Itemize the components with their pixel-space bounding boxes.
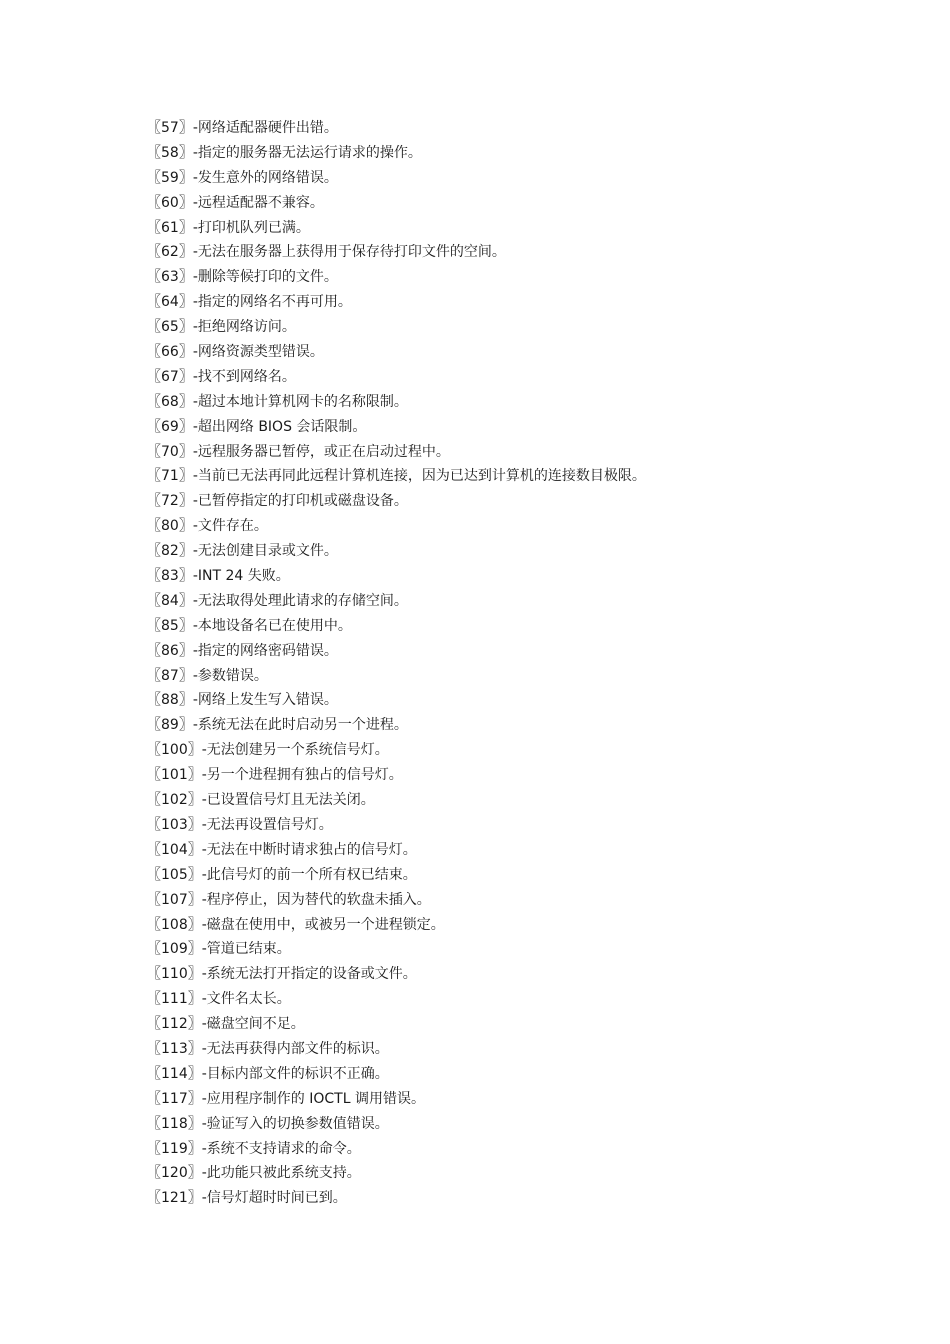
- error-entry: 〖119〗-系统不支持请求的命令。: [147, 1140, 361, 1157]
- error-entry: 〖103〗-无法再设置信号灯。: [147, 816, 333, 833]
- error-entry: 〖112〗-磁盘空间不足。: [147, 1016, 305, 1033]
- error-entry: 〖113〗-无法再获得内部文件的标识。: [147, 1040, 389, 1057]
- error-entry: 〖69〗-超出网络 BIOS 会话限制。: [147, 418, 367, 435]
- error-entry: 〖84〗-无法取得处理此请求的存储空间。: [147, 592, 408, 609]
- error-entry: 〖64〗-指定的网络名不再可用。: [147, 294, 352, 311]
- error-entry: 〖101〗-另一个进程拥有独占的信号灯。: [147, 767, 403, 784]
- error-entry: 〖108〗-磁盘在使用中，或被另一个进程锁定。: [147, 916, 445, 933]
- error-entry: 〖102〗-已设置信号灯且无法关闭。: [147, 792, 375, 809]
- error-entry: 〖83〗-INT 24 失败。: [147, 568, 290, 585]
- error-entry: 〖85〗-本地设备名已在使用中。: [147, 617, 352, 634]
- error-code-list: [147, 116, 646, 1211]
- error-entry: 〖68〗-超过本地计算机网卡的名称限制。: [147, 393, 408, 410]
- error-entry: 〖88〗-网络上发生写入错误。: [147, 692, 338, 709]
- error-entry: 〖104〗-无法在中断时请求独占的信号灯。: [147, 841, 417, 858]
- error-entry: 〖100〗-无法创建另一个系统信号灯。: [147, 742, 389, 759]
- error-entry: 〖111〗-文件名太长。: [147, 991, 291, 1008]
- error-entry: 〖70〗-远程服务器已暂停，或正在启动过程中。: [147, 443, 450, 460]
- error-entry: 〖105〗-此信号灯的前一个所有权已结束。: [147, 866, 417, 883]
- error-entry: 〖67〗-找不到网络名。: [147, 368, 296, 385]
- error-entry: 〖63〗-删除等候打印的文件。: [147, 269, 338, 286]
- error-entry: 〖109〗-管道已结束。: [147, 941, 291, 958]
- error-entry: 〖120〗-此功能只被此系统支持。: [147, 1165, 361, 1182]
- error-entry: 〖61〗-打印机队列已满。: [147, 219, 310, 236]
- error-entry: 〖110〗-系统无法打开指定的设备或文件。: [147, 966, 417, 983]
- error-entry: 〖114〗-目标内部文件的标识不正确。: [147, 1065, 389, 1082]
- error-entry: 〖121〗-信号灯超时时间已到。: [147, 1190, 347, 1207]
- error-entry: 〖59〗-发生意外的网络错误。: [147, 169, 338, 186]
- error-entry: 〖66〗-网络资源类型错误。: [147, 344, 324, 361]
- error-entry: 〖107〗-程序停止，因为替代的软盘未插入。: [147, 891, 431, 908]
- error-entry: 〖58〗-指定的服务器无法运行请求的操作。: [147, 144, 422, 161]
- error-entry: 〖86〗-指定的网络密码错误。: [147, 642, 338, 659]
- error-entry: 〖118〗-验证写入的切换参数值错误。: [147, 1115, 389, 1132]
- error-entry: 〖87〗-参数错误。: [147, 667, 268, 684]
- error-entry: 〖80〗-文件存在。: [147, 518, 268, 535]
- error-entry: 〖57〗-网络适配器硬件出错。: [147, 120, 338, 136]
- error-entry: 〖89〗-系统无法在此时启动另一个进程。: [147, 717, 408, 734]
- error-entry: 〖60〗-远程适配器不兼容。: [147, 194, 324, 211]
- error-entry: 〖117〗-应用程序制作的 IOCTL 调用错误。: [147, 1090, 425, 1107]
- error-entry: 〖82〗-无法创建目录或文件。: [147, 543, 338, 560]
- error-entry: 〖62〗-无法在服务器上获得用于保存待打印文件的空间。: [147, 244, 506, 261]
- error-entry: 〖65〗-拒绝网络访问。: [147, 319, 296, 336]
- error-entry: 〖72〗-已暂停指定的打印机或磁盘设备。: [147, 493, 408, 510]
- error-entry: 〖71〗-当前已无法再同此远程计算机连接，因为已达到计算机的连接数目极限。: [147, 468, 646, 485]
